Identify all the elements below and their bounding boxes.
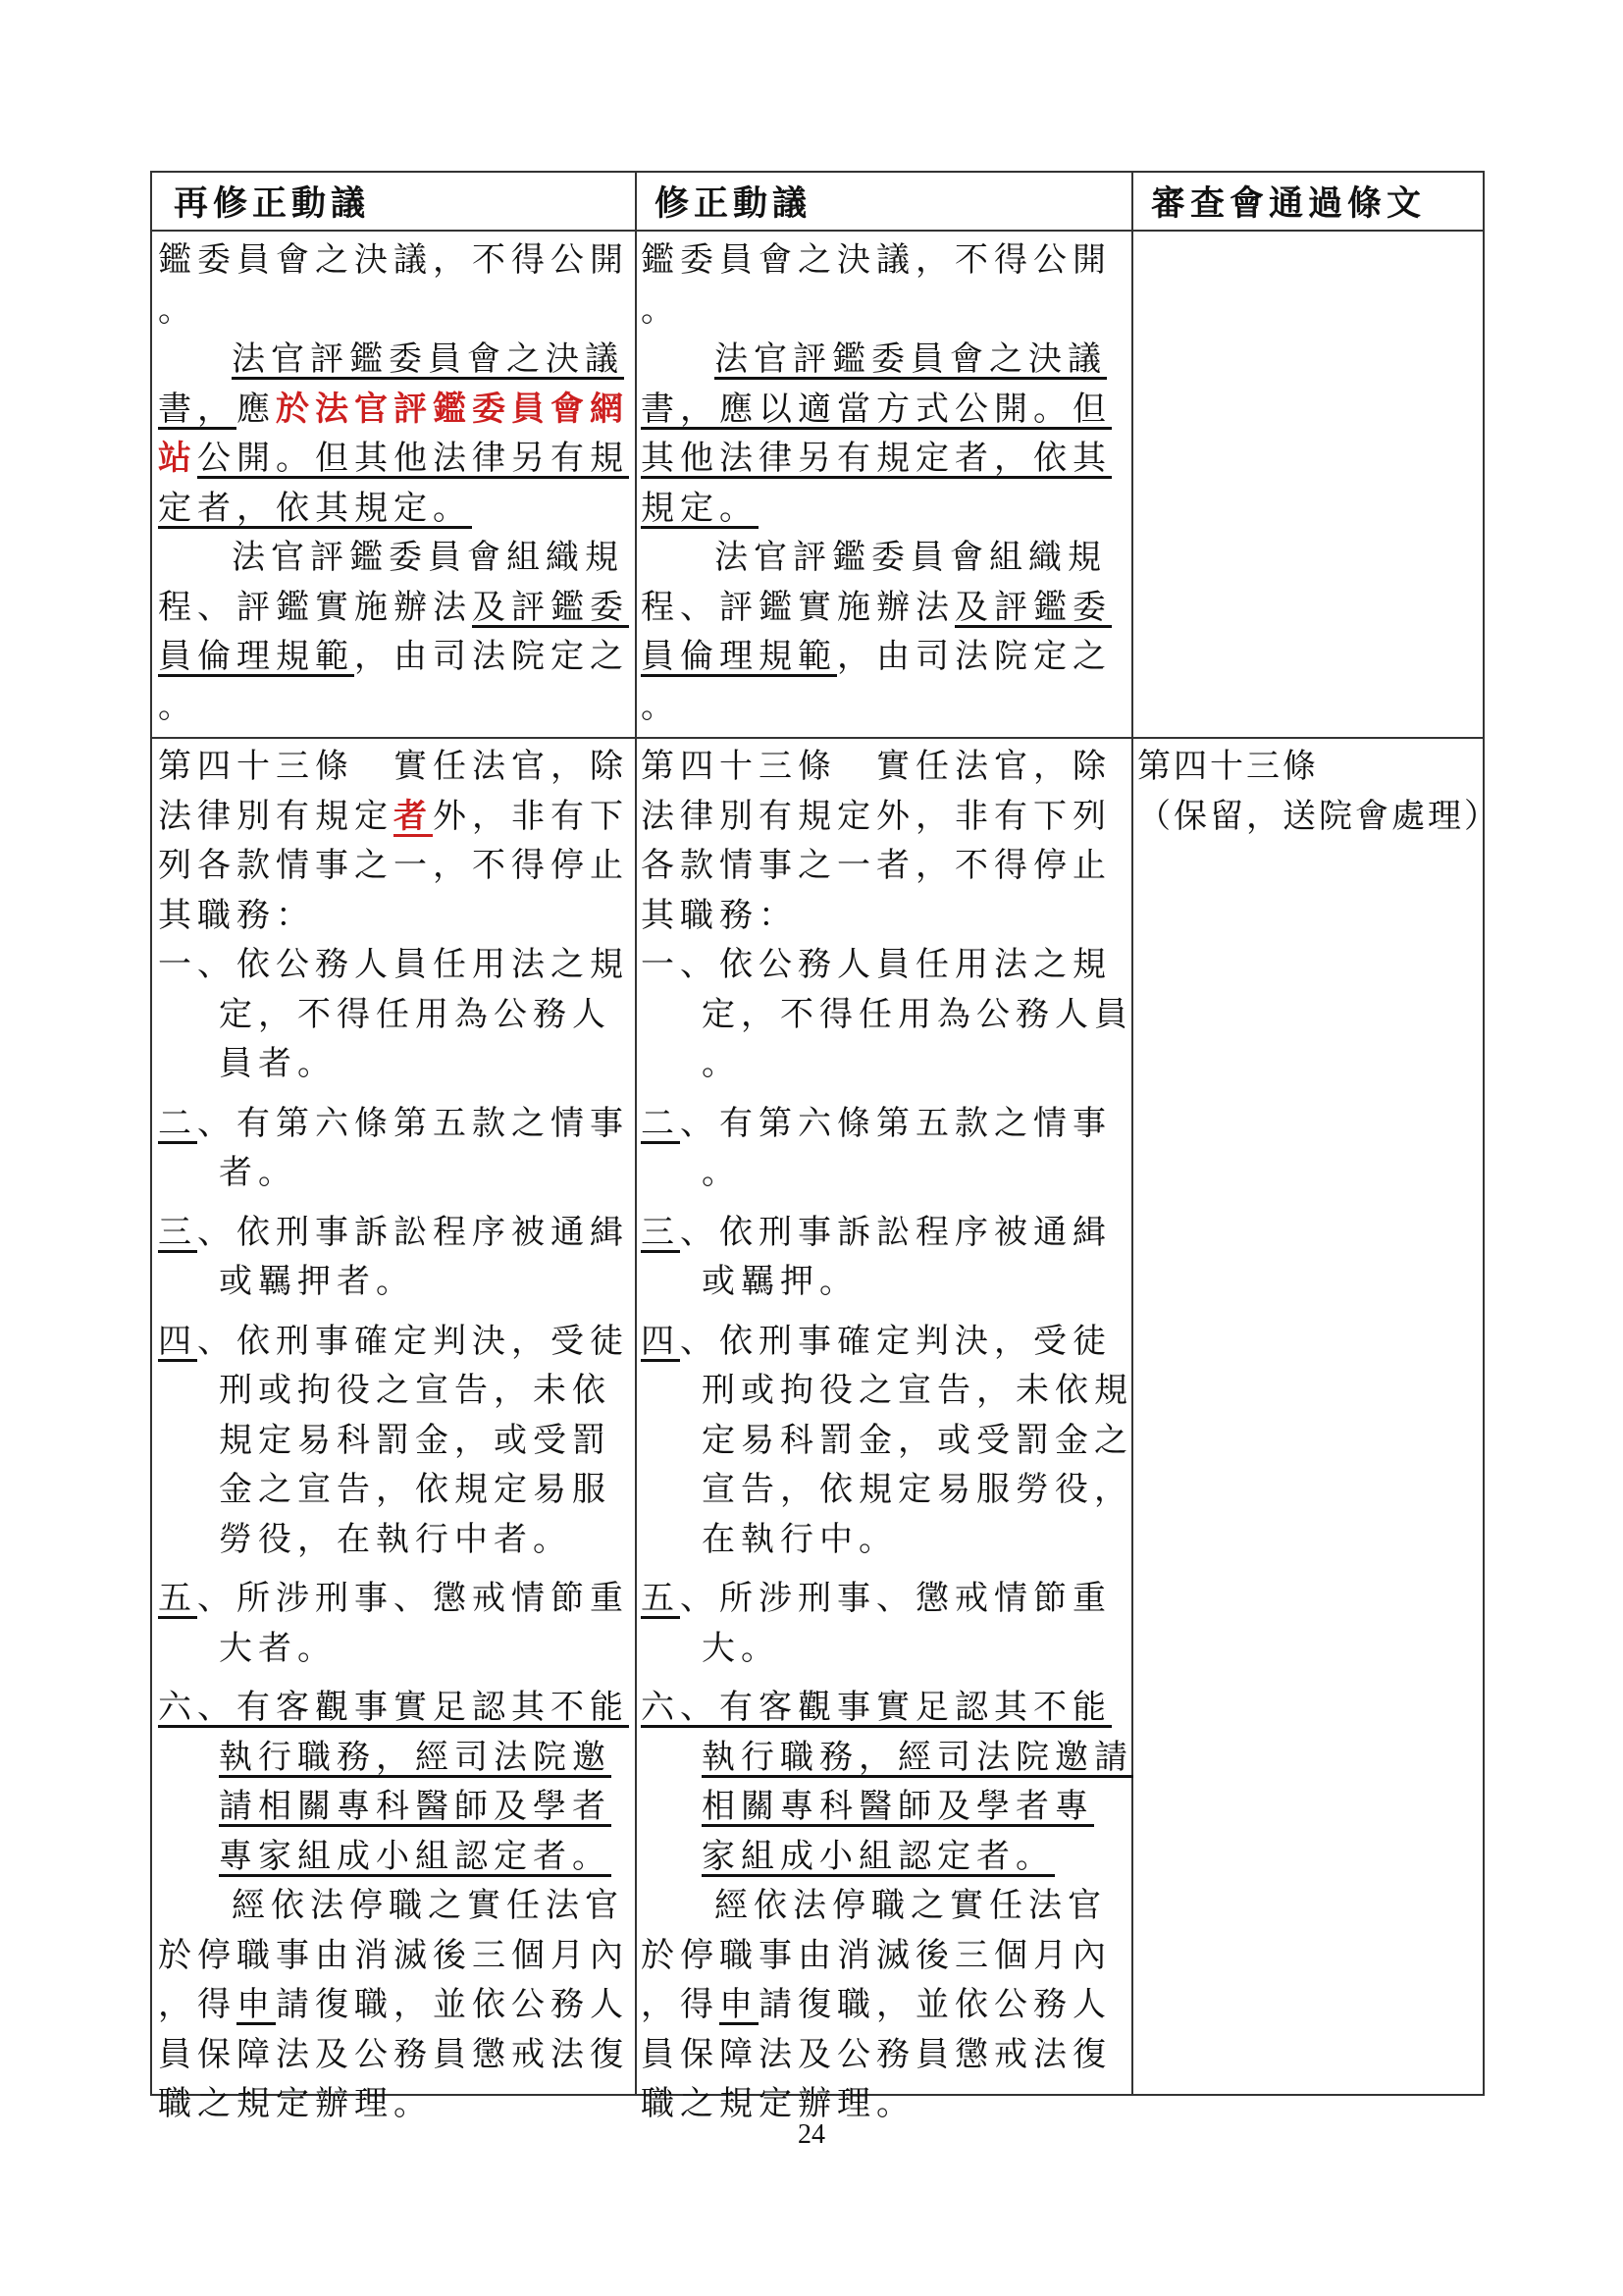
underlined-text: 執行職務，經司法院邀 bbox=[219, 1737, 611, 1777]
item-number: 三 bbox=[641, 1212, 680, 1252]
text-line: 定，不得任用為公務人 bbox=[219, 994, 611, 1034]
text-line: 刑或拘役之宣告，未依規 bbox=[702, 1371, 1133, 1410]
list-item bbox=[158, 1683, 635, 1733]
text-line: 於停職事由消滅後三個月內 bbox=[641, 1935, 1112, 1975]
list-item bbox=[158, 1099, 635, 1149]
text-line bbox=[158, 792, 635, 842]
text-span: ，得 bbox=[641, 1985, 719, 2024]
text-line bbox=[158, 385, 635, 435]
text-line bbox=[641, 335, 1131, 385]
row-divider bbox=[152, 230, 1483, 232]
text-span: 、依刑事確定判決，受徒 bbox=[680, 1321, 1112, 1361]
article-heading: 第四十三條 bbox=[1137, 747, 1319, 786]
text-span: 、所涉刑事、懲戒情節重 bbox=[680, 1579, 1112, 1618]
text-span: 請復職，並依公務人 bbox=[276, 1985, 629, 2024]
text-line: 於停職事由消滅後三個月內 bbox=[158, 1935, 629, 1975]
text-line: 勞役，在執行中者。 bbox=[219, 1519, 572, 1559]
text-line bbox=[641, 1980, 1131, 2030]
text-line: 。 bbox=[641, 289, 680, 330]
text-line: 職之規定辦理。 bbox=[641, 2084, 916, 2123]
text-line bbox=[641, 484, 1131, 534]
text-span: 、依刑事訴訟程序被通緝 bbox=[197, 1212, 629, 1252]
text-line: 宣告，依規定易服勞役， bbox=[702, 1470, 1133, 1509]
underlined-text: 公開。但其他法律另有規 bbox=[197, 439, 629, 478]
text-span: 法律別有規定 bbox=[158, 796, 393, 836]
text-line: 經依法停職之實任法官 bbox=[714, 1886, 1107, 1925]
underlined-text: 書， bbox=[158, 389, 236, 429]
list-item bbox=[641, 1683, 1131, 1733]
underlined-text: 相關專科醫師及學者專 bbox=[702, 1787, 1094, 1826]
text-span: ，由司法院定之 bbox=[837, 637, 1112, 676]
underlined-text: 法官評鑑委員會之決議 bbox=[232, 339, 624, 379]
underlined-text: 書，應以適當方式公開。但 bbox=[641, 389, 1112, 429]
text-line bbox=[641, 1782, 1131, 1832]
comparison-table bbox=[150, 171, 1500, 2123]
underlined-text: 請相關專科醫師及學者 bbox=[219, 1787, 611, 1826]
text-line: 法官評鑑委員會組織規 bbox=[232, 538, 624, 577]
text-line bbox=[158, 1832, 635, 1882]
underlined-text: 法官評鑑委員會之決議 bbox=[714, 339, 1107, 379]
text-line: 職之規定辦理。 bbox=[158, 2084, 433, 2123]
text-line bbox=[158, 632, 635, 682]
underlined-text: 家組成小組認定者。 bbox=[702, 1836, 1055, 1876]
text-line: 者。 bbox=[219, 1153, 297, 1192]
text-line: 或羈押者。 bbox=[219, 1262, 415, 1301]
red-highlight-text: 者 bbox=[393, 796, 433, 836]
text-line: 員者。 bbox=[219, 1044, 337, 1083]
text-line: （保留，送院會處理） bbox=[1137, 796, 1500, 836]
text-line bbox=[641, 583, 1131, 633]
text-line bbox=[158, 335, 635, 385]
list-item bbox=[158, 1317, 635, 1367]
text-span: 、所涉刑事、懲戒情節重 bbox=[197, 1579, 629, 1618]
text-line: 刑或拘役之宣告，未依 bbox=[219, 1371, 611, 1410]
text-line: 列各款情事之一，不得停止 bbox=[158, 846, 629, 885]
red-highlight-text: 於法官評鑑委員會網 bbox=[276, 389, 629, 429]
text-line bbox=[158, 484, 635, 534]
row1-motion-cell bbox=[641, 235, 1131, 731]
text-line bbox=[158, 1782, 635, 1832]
text-span: 、有第六條第五款之情事 bbox=[680, 1103, 1112, 1143]
text-line: 大者。 bbox=[219, 1628, 337, 1668]
text-line bbox=[158, 1980, 635, 2030]
text-line: 定易科罰金，或受罰金之 bbox=[702, 1420, 1133, 1460]
text-span: 、有第六條第五款之情事 bbox=[197, 1103, 629, 1143]
text-line: 員保障法及公務員懲戒法復 bbox=[641, 2034, 1112, 2074]
text-span: 程、評鑑實施辦法 bbox=[158, 587, 472, 627]
text-line bbox=[158, 583, 635, 633]
text-line: 經依法停職之實任法官 bbox=[232, 1886, 624, 1925]
text-line bbox=[641, 434, 1131, 484]
text-line: 其職務： bbox=[641, 895, 798, 935]
article-heading: 第四十三條 實任法官，除 bbox=[158, 747, 629, 786]
text-line bbox=[641, 385, 1131, 435]
text-line: 。 bbox=[158, 289, 197, 330]
text-line: 法官評鑑委員會組織規 bbox=[714, 538, 1107, 577]
underlined-text: 及評鑑委 bbox=[955, 587, 1112, 627]
underlined-text: 定者，依其規定。 bbox=[158, 488, 472, 528]
item-number: 三 bbox=[158, 1212, 197, 1252]
text-line: 大。 bbox=[702, 1628, 780, 1668]
text-span: ，得 bbox=[158, 1985, 236, 2024]
text-span: 程、評鑑實施辦法 bbox=[641, 587, 955, 627]
text-line: 其職務： bbox=[158, 895, 315, 935]
text-line: 各款情事之一者，不得停止 bbox=[641, 846, 1112, 885]
underlined-text: 及評鑑委 bbox=[472, 587, 629, 627]
header-revised-motion: 再修正動議 bbox=[174, 184, 371, 224]
list-item bbox=[641, 1099, 1131, 1149]
underlined-text: 執行職務，經司法院邀請 bbox=[702, 1737, 1133, 1777]
list-item: 一、依公務人員任用法之規 bbox=[158, 945, 629, 984]
underlined-text: 員倫理規範 bbox=[641, 637, 837, 676]
underlined-text: 申 bbox=[236, 1985, 276, 2024]
text-line bbox=[641, 1733, 1131, 1783]
underlined-text: 專家組成小組認定者。 bbox=[219, 1836, 611, 1876]
text-line bbox=[641, 632, 1131, 682]
row2-revised-motion-cell bbox=[158, 742, 635, 2129]
item-number: 二 bbox=[158, 1103, 197, 1143]
text-line: 金之宣告，依規定易服 bbox=[219, 1470, 611, 1509]
list-item bbox=[641, 1317, 1131, 1367]
text-line: 在執行中。 bbox=[702, 1519, 898, 1559]
underlined-text: 其他法律另有規定者，依其 bbox=[641, 439, 1112, 478]
text-line: 法律別有規定外，非有下列 bbox=[641, 796, 1112, 836]
text-line bbox=[158, 1733, 635, 1783]
text-line: 定，不得任用為公務人員 bbox=[702, 994, 1133, 1034]
row2-motion-cell bbox=[641, 742, 1131, 2129]
text-line: 或羈押。 bbox=[702, 1262, 859, 1301]
row-divider bbox=[152, 737, 1483, 739]
row2-committee-cell bbox=[1137, 742, 1500, 841]
text-line: 。 bbox=[158, 686, 197, 726]
list-item bbox=[641, 1208, 1131, 1258]
underlined-text: 六、有客觀事實足認其不能 bbox=[158, 1688, 629, 1727]
list-item bbox=[641, 1574, 1131, 1624]
text-span: ，由司法院定之 bbox=[354, 637, 629, 676]
underlined-text: 員倫理規範 bbox=[158, 637, 354, 676]
text-line: 。 bbox=[702, 1153, 741, 1192]
text-line: 。 bbox=[702, 1044, 741, 1083]
text-span: 、依刑事訴訟程序被通緝 bbox=[680, 1212, 1112, 1252]
item-number: 五 bbox=[158, 1579, 197, 1618]
text-line bbox=[641, 1832, 1131, 1882]
text-line bbox=[158, 434, 635, 484]
header-motion: 修正動議 bbox=[654, 184, 812, 224]
text-span: 外，非有下 bbox=[433, 796, 629, 836]
list-item: 一、依公務人員任用法之規 bbox=[641, 945, 1112, 984]
page-number: 24 bbox=[798, 2119, 825, 2150]
text-line: 。 bbox=[641, 686, 680, 726]
red-highlight-text: 站 bbox=[158, 439, 197, 478]
text-line: 鑑委員會之決議，不得公開 bbox=[158, 240, 629, 280]
row1-revised-motion-cell bbox=[158, 235, 635, 731]
list-item bbox=[158, 1574, 635, 1624]
text-line: 鑑委員會之決議，不得公開 bbox=[641, 240, 1112, 280]
article-heading: 第四十三條 實任法官，除 bbox=[641, 747, 1112, 786]
item-number: 二 bbox=[641, 1103, 680, 1143]
text-span: 、依刑事確定判決，受徒 bbox=[197, 1321, 629, 1361]
text-span: 應 bbox=[236, 389, 276, 429]
header-committee-text: 審查會通過條文 bbox=[1151, 184, 1427, 224]
underlined-text: 六、有客觀事實足認其不能 bbox=[641, 1688, 1112, 1727]
item-number: 五 bbox=[641, 1579, 680, 1618]
text-line: 規定易科罰金，或受罰 bbox=[219, 1420, 611, 1460]
underlined-text: 規定。 bbox=[641, 488, 759, 528]
underlined-text: 申 bbox=[719, 1985, 759, 2024]
item-number: 四 bbox=[641, 1321, 680, 1361]
column-divider bbox=[635, 173, 637, 2094]
text-line: 員保障法及公務員懲戒法復 bbox=[158, 2034, 629, 2074]
item-number: 四 bbox=[158, 1321, 197, 1361]
list-item bbox=[158, 1208, 635, 1258]
column-divider bbox=[1131, 173, 1133, 2094]
text-span: 請復職，並依公務人 bbox=[759, 1985, 1112, 2024]
